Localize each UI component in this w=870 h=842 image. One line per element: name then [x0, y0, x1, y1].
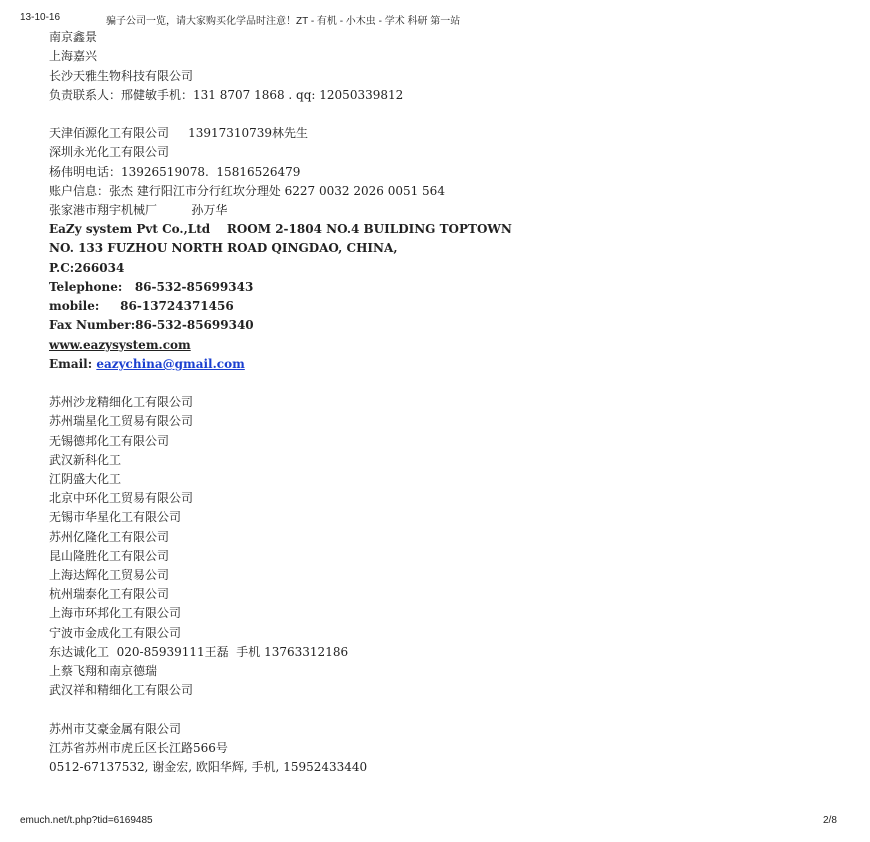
text-line: 张家港市翔宇机械厂 孙万华: [49, 203, 228, 217]
text-line: 长沙天雅生物科技有限公司: [49, 69, 194, 83]
page-number: 2/8: [823, 815, 837, 826]
text-line: mobile: 86-13724371456: [49, 299, 234, 313]
text-line: 天津佰源化工有限公司 13917310739林先生: [49, 126, 309, 140]
text-line: 上海市环邦化工有限公司: [49, 606, 182, 620]
text-line: 昆山隆胜化工有限公司: [49, 549, 170, 563]
text-line: 苏州市艾豪金属有限公司: [49, 722, 182, 736]
text-line: 北京中环化工贸易有限公司: [49, 491, 194, 505]
text-line: 南京鑫景: [49, 30, 98, 44]
text-line: 账户信息：张杰 建行阳江市分行红坎分理处 6227 0032 2026 0051 564: [49, 184, 445, 198]
website-link[interactable]: www.eazysystem.com: [49, 338, 191, 352]
text-line: 上海嘉兴: [49, 49, 98, 63]
text-line: 武汉祥和精细化工有限公司: [49, 683, 194, 697]
text-line: P.C:266034: [49, 261, 125, 275]
text-line: NO. 133 FUZHOU NORTH ROAD QINGDAO, CHINA,: [49, 241, 398, 255]
text-line: 上海达辉化工贸易公司: [49, 568, 170, 582]
text-line: 0512-67137532, 谢金宏, 欧阳华辉, 手机, 15952433440: [49, 760, 368, 774]
text-line: 武汉新科化工: [49, 453, 122, 467]
text-line: 苏州亿隆化工有限公司: [49, 530, 170, 544]
text-line: 江阴盛大化工: [49, 472, 122, 486]
text-line: 江苏省苏州市虎丘区长江路566号: [49, 741, 228, 755]
text-line: 杨伟明电话：13926519078. 15816526479: [49, 165, 301, 179]
text-line: Fax Number:86-532-85699340: [49, 318, 254, 332]
page-title: 骗子公司一览，请大家购买化学品时注意！ZT - 有机 - 小木虫 - 学术 科研 第一站: [106, 16, 461, 27]
email-link[interactable]: eazychina@gmail.com: [96, 357, 245, 371]
text-line: 东达诚化工 020-85939111王磊 手机 13763312186: [49, 645, 349, 659]
email-label: Email:: [49, 357, 97, 371]
text-line: 杭州瑞泰化工有限公司: [49, 587, 170, 601]
text-line: 宁波市金成化工有限公司: [49, 626, 182, 640]
footer-url: emuch.net/t.php?tid=6169485: [20, 815, 153, 826]
text-line: 无锡德邦化工有限公司: [49, 434, 170, 448]
text-line: 负责联系人：邢健敏手机：131 8707 1868 . qq: 12050339812: [49, 88, 404, 102]
text-line: EaZy system Pvt Co.,Ltd ROOM 2-1804 NO.4 BUILDING TOPTOWN: [49, 222, 512, 236]
print-date: 13-10-16: [20, 12, 61, 23]
text-line: 上蔡飞翔和南京德瑞: [49, 664, 158, 678]
email-line: [49, 357, 245, 371]
text-line: 深圳永光化工有限公司: [49, 145, 170, 159]
text-line: Telephone: 86-532-85699343: [49, 280, 254, 294]
text-line: 苏州沙龙精细化工有限公司: [49, 395, 194, 409]
text-line: 苏州瑞星化工贸易有限公司: [49, 414, 194, 428]
text-line: 无锡市华星化工有限公司: [49, 510, 182, 524]
